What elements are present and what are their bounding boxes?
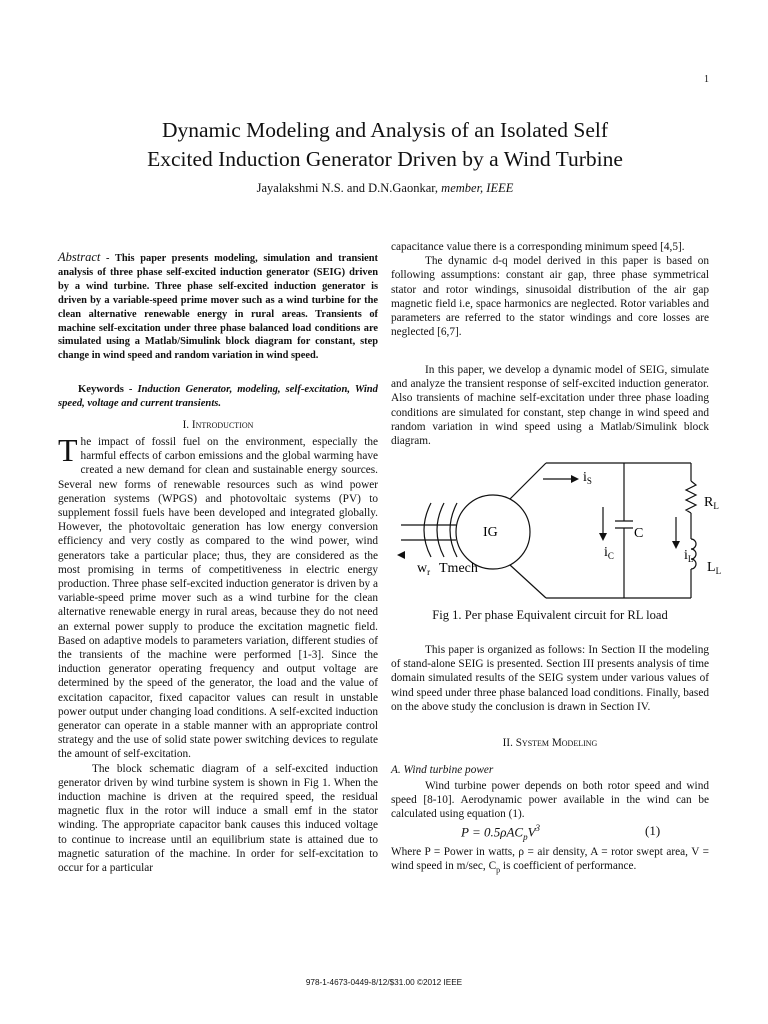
tmech-label: Tmech: [439, 561, 478, 576]
right-paragraph-1: capacitance value there is a corresponding minimum speed [4,5].: [391, 241, 685, 253]
keywords-label: Keywords -: [78, 384, 133, 395]
author-line: [60, 181, 710, 196]
intro-paragraph-2: The block schematic diagram of a self-excited induction generator driven by wind turbine system is shown in Fig 1. When the induction machine is driven at the required speed, the residual magnetic flux in the rotor will induce a small emf in the stator winding. The appropriate capacitor bank causes this induced voltage to continue to increase until an equilibrium state is attained due to magnetic saturation of the machine. In order for self-excitation to occur for a particular: [58, 762, 378, 875]
ic-label: $i_C$: [604, 545, 614, 561]
wr-label: $w_r$: [417, 561, 431, 577]
copyright-footer: 978-1-4673-0449-8/12/$31.00 ©2012 IEEE: [305, 978, 463, 987]
rotation-arrow-head: [397, 551, 405, 559]
c-label: C: [634, 526, 644, 541]
rotation-arc-1: [424, 503, 431, 557]
section-number: II.: [502, 737, 513, 749]
is-label: $i_S$: [583, 470, 592, 486]
rotation-arc-2: [437, 503, 444, 557]
section-title: Introduction: [191, 419, 254, 431]
ig-label: IG: [483, 525, 498, 540]
paper-title: [60, 116, 710, 174]
abstract-label: Abstract: [58, 250, 101, 264]
arrow-il-head: [672, 541, 680, 549]
figure-caption: Fig 1. Per phase Equivalent circuit for RL load: [432, 608, 668, 622]
section-heading-introduction: [58, 419, 378, 431]
keywords-text: Induction Generator, modeling, self-excitation, Wind speed, voltage and current transients.: [58, 384, 378, 409]
right-column-top: [391, 240, 709, 339]
equation-definitions: [391, 845, 709, 878]
drop-cap: T: [58, 432, 78, 468]
abstract: [58, 251, 378, 363]
il-label: $i_L$: [684, 548, 694, 564]
equation-definitions-text: Where P = Power in watts, ρ = air density, A = rotor swept area, V = wind speed in m/sec, $C_p$ is coefficient of performance.: [391, 846, 709, 875]
intro-paragraph-1-text: he impact of fossil fuel on the environment, especially the harmful effects of carbon emissions and the global warming have created a new demand for clean and sustainable energy sources. Several new forms of renewable resources such as wind power generation systems (WPGS) and photovoltaic systems (PV) to supplement fossil fuels have been developed and integrated globally. However, the photovoltaic generation has low energy conversion efficiency and very costly as compared to the wind power, wind generators take a particular place; thus, they are considered as the most promising in terms of competitiveness in electric energy production. Three phase self-excited induction generator is driven by a variable-speed prime mover such as a wind turbine for the clean alternative renewable energy in rural areas, because they do not need an external power supply to produce the excitation magnetic field. Based on adaptive models to parameters variation, different studies of the transients of the machine were performed [1-3]. Since the induction generator operating frequency and output voltage are determined by the speed of the generator, the load and the value of excitation capacitor, fixed capacitor values can result in unstable power output under changing load conditions. A self-excited induction generator can operate in a stable manner with an appropriate control strategy and the use of solid state power switching devices to regulate the amount of self-excitation.: [58, 436, 378, 761]
rl-label: $R_L$: [704, 495, 719, 511]
ll-label: $L_L$: [707, 560, 721, 576]
introduction-body: [58, 432, 378, 875]
right-paragraph-3: [391, 363, 709, 448]
equation-number: (1): [645, 823, 661, 838]
wind-power-paragraph: [391, 779, 709, 822]
resistor-rl: [686, 481, 696, 513]
right-paragraph-2: The dynamic d-q model derived in this paper is based on following assumptions: constant air gap, three phase symmetrical stator and rotor windings, sinusoidal distribution of the air gap magnetic field i.e, space harmonics are neglected. Rotor variables and parameters are referred to the stator windings and core losses are neglected [6,7].: [391, 255, 709, 339]
intro-paragraph-1: [58, 432, 378, 762]
title-line-1: Dynamic Modeling and Analysis of an Isolated Self: [161, 118, 609, 142]
author-names: Jayalakshmi N.S. and D.N.Gaonkar,: [256, 181, 439, 195]
author-affiliation: member, IEEE: [441, 181, 514, 195]
section-title: System Modeling: [515, 737, 598, 749]
arrow-ic-head: [599, 533, 607, 541]
keywords: [58, 383, 378, 411]
subsection-heading: A. Wind turbine power: [391, 764, 494, 776]
equivalent-circuit-figure: [391, 455, 721, 605]
section-number: I.: [182, 419, 190, 431]
right-paragraph-4-text: This paper is organized as follows: In Section II the modeling of stand-alone SEIG is presented. Section III presents analysis of time domain simulated results of the SEIG system under various values of wind speed under three phase balanced load conditions. Finally, based on the above study the conclusion is drawn in Section IV.: [391, 644, 709, 713]
equation-formula: $P = 0.5\rho AC_pV^3$: [461, 823, 541, 842]
right-paragraph-3-text: In this paper, we develop a dynamic model of SEIG, simulate and analyze the transient response of self-excited induction generator. Also transients of machine self-excitation under three phase loading conditions are simulated for constant, step change in wind speed and random variation in wind speed using a Matlab/Simulink block diagram.: [391, 364, 709, 448]
wind-power-text: Wind turbine power depends on both rotor speed and wind speed [8-10]. Aerodynamic power available in the wind can be calculated using equation (1).: [391, 780, 709, 821]
page-number: 1: [704, 74, 709, 85]
lead-top: [510, 463, 546, 499]
section-heading-system-modeling: [391, 737, 709, 749]
abstract-text: - This paper presents modeling, simulation and transient analysis of three phase self-excited induction generator (SEIG) driven by a wind turbine. Three phase self-excited induction generator is driven by a variable-speed prime mover such as a wind turbine for the clean alternative renewable energy in rural areas. Transients of machine self-excitation under three phase balanced load conditions are simulated using a Matlab/Simulink block diagram for constant, step change in wind speed and random variation in wind speed.: [58, 253, 378, 362]
title-line-2: Excited Induction Generator Driven by a Wind Turbine: [147, 147, 623, 171]
arrow-is-head: [571, 475, 579, 483]
lead-bottom: [510, 565, 546, 598]
right-paragraph-4: [391, 643, 709, 714]
